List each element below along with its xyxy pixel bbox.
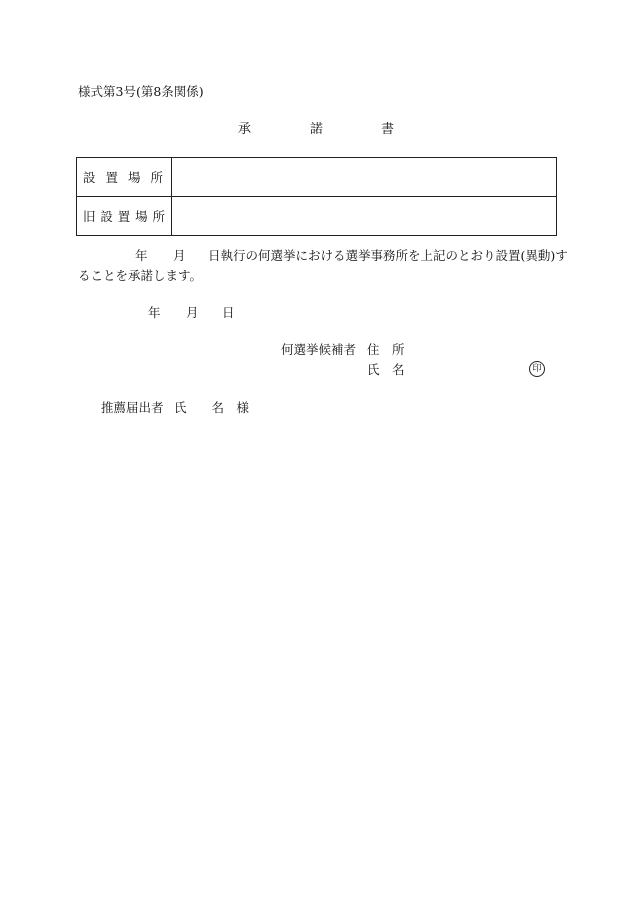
body-text: 日執行の何選挙における選挙事務所を上記のとおり設置(異動)す — [208, 248, 568, 263]
date-month: 月 — [186, 305, 199, 320]
label-char: 置 — [105, 170, 118, 185]
label-char: 所 — [150, 170, 163, 185]
body-year: 年 — [135, 248, 148, 263]
address-label: 住 所 — [367, 342, 405, 357]
label-char: 旧 — [83, 209, 96, 224]
setting-location-field[interactable] — [172, 158, 557, 197]
form-number: 様式第3号(第8条関係) — [78, 84, 204, 99]
table-row — [77, 197, 557, 236]
body-month: 月 — [173, 248, 186, 263]
candidate-label: 何選挙候補者 — [281, 342, 357, 357]
label-char: 置 — [117, 209, 131, 224]
label-char: 場 — [127, 170, 141, 185]
seal-icon: 印 — [529, 361, 545, 377]
setting-location-label — [77, 158, 172, 197]
title-char-3: 書 — [381, 122, 395, 137]
label-char: 設 — [100, 209, 113, 224]
title-char-2: 諾 — [310, 122, 324, 137]
date-year: 年 — [148, 305, 161, 320]
old-setting-location-label — [77, 197, 172, 236]
label-char: 設 — [83, 170, 96, 185]
date-day: 日 — [222, 305, 235, 320]
document-title — [0, 122, 630, 138]
title-char-1: 承 — [238, 122, 252, 137]
label-char: 所 — [152, 209, 165, 224]
old-setting-location-field[interactable] — [172, 197, 557, 236]
location-table — [76, 157, 557, 236]
label-char: 場 — [135, 209, 148, 224]
consent-text-line-2: ることを承諾します。 — [78, 268, 203, 283]
recipient-label: 推薦届出者 — [101, 400, 164, 415]
table-row — [77, 158, 557, 197]
name-label: 氏 名 — [367, 362, 405, 377]
recipient-name: 氏 名 様 — [174, 400, 250, 415]
